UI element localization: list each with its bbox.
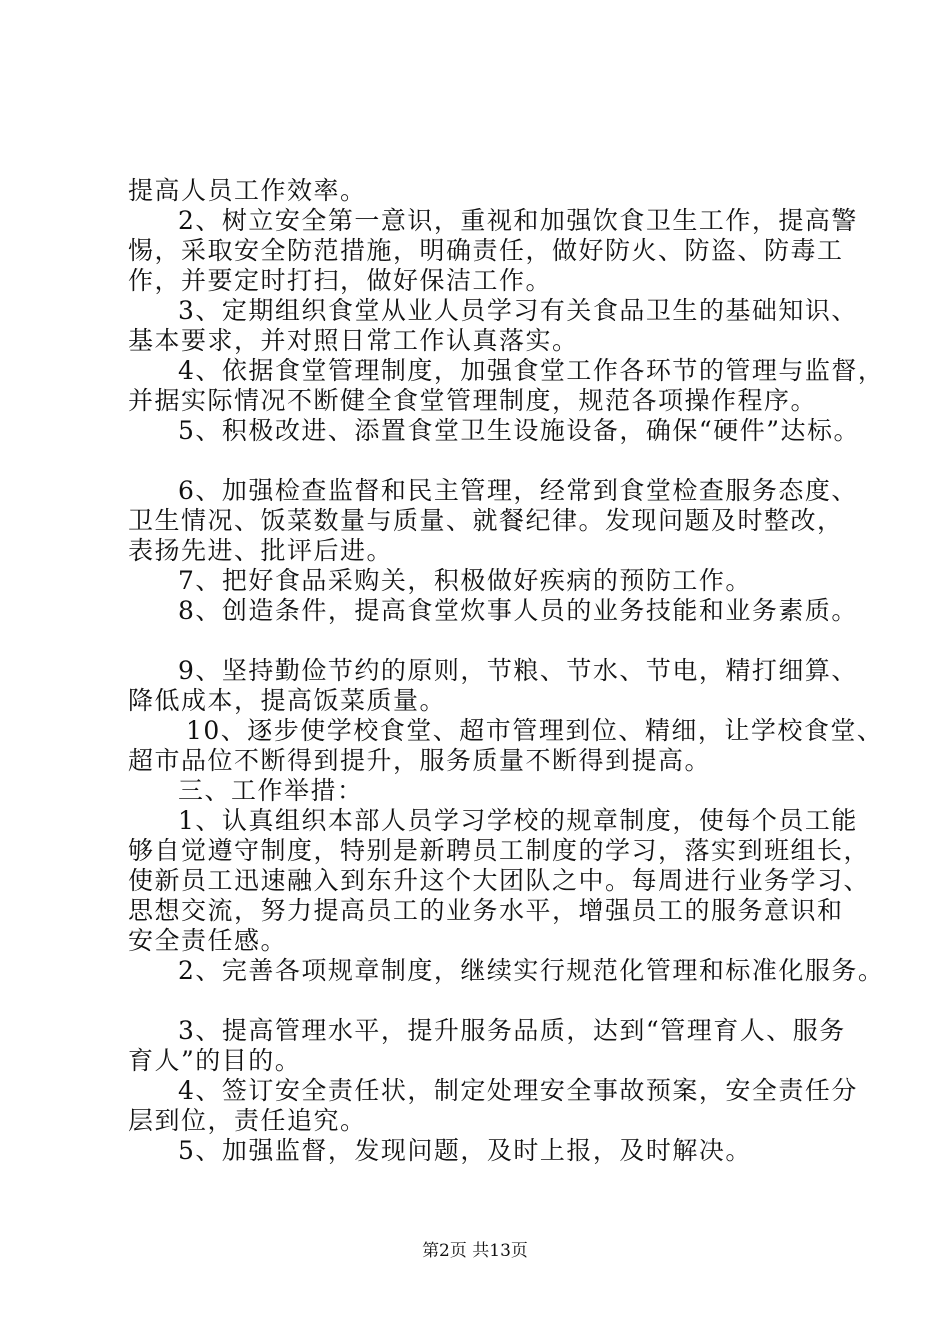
text-line: 安全责任感。: [128, 926, 288, 955]
text-line: 卫生情况、饭菜数量与质量、就餐纪律。发现问题及时整改，: [128, 506, 844, 535]
text-line: 降低成本，提高饭菜质量。: [128, 686, 447, 715]
text-line: 2、树立安全第一意识，重视和加强饮食卫生工作，提高警: [178, 206, 858, 235]
text-line: 够自觉遵守制度，特别是新聘员工制度的学习，落实到班组长，: [128, 836, 871, 865]
paragraph-gap: [128, 986, 848, 1016]
text-line: 表扬先进、批评后进。: [128, 536, 394, 565]
text-line: 4、签订安全责任状，制定处理安全事故预案，安全责任分: [178, 1076, 858, 1105]
text-line: 1、认真组织本部人员学习学校的规章制度，使每个员工能: [178, 806, 858, 835]
text-line: 7、把好食品采购关，积极做好疾病的预防工作。: [178, 566, 752, 595]
text-line: 思想交流，努力提高员工的业务水平，增强员工的服务意识和: [128, 896, 844, 925]
document-body: [128, 176, 885, 1166]
text-line: 2、完善各项规章制度，继续实行规范化管理和标准化服务。: [178, 956, 885, 985]
text-line: 层到位，责任追究。: [128, 1106, 367, 1135]
page-number-footer: 第2页 共13页: [422, 1241, 528, 1261]
text-line: 提高人员工作效率。: [128, 176, 367, 205]
text-line: 使新员工迅速融入到东升这个大团队之中。每周进行业务学习、: [128, 866, 871, 895]
text-line: 9、坚持勤俭节约的原则，节粮、节水、节电，精打细算、: [178, 656, 858, 685]
text-line: 3、定期组织食堂从业人员学习有关食品卫生的基础知识、: [178, 296, 858, 325]
text-line: 4、依据食堂管理制度，加强食堂工作各环节的管理与监督，: [178, 356, 885, 385]
text-line: 3、提高管理水平，提升服务品质，达到“管理育人、服务: [178, 1016, 846, 1045]
text-line: 5、积极改进、添置食堂卫生设施设备，确保“硬件”达标。: [178, 416, 860, 445]
text-line: 超市品位不断得到提升，服务质量不断得到提高。: [128, 746, 712, 775]
text-line: 育人”的目的。: [128, 1046, 302, 1075]
text-line: 5、加强监督，发现问题，及时上报，及时解决。: [178, 1136, 752, 1165]
paragraph-gap: [128, 626, 848, 656]
paragraph-gap: [128, 446, 848, 476]
text-line: 惕，采取安全防范措施，明确责任，做好防火、防盗、防毒工: [128, 236, 844, 265]
text-line: 10、逐步使学校食堂、超市管理到位、精细，让学校食堂、: [186, 716, 884, 745]
text-line: 6、加强检查监督和民主管理，经常到食堂检查服务态度、: [178, 476, 858, 505]
text-line: 8、创造条件，提高食堂炊事人员的业务技能和业务素质。: [178, 596, 858, 625]
text-line: 作，并要定时打扫，做好保洁工作。: [128, 266, 553, 295]
text-line: 并据实际情况不断健全食堂管理制度，规范各项操作程序。: [128, 386, 818, 415]
section-heading: 三、工作举措：: [178, 776, 364, 805]
text-line: 基本要求，并对照日常工作认真落实。: [128, 326, 579, 355]
